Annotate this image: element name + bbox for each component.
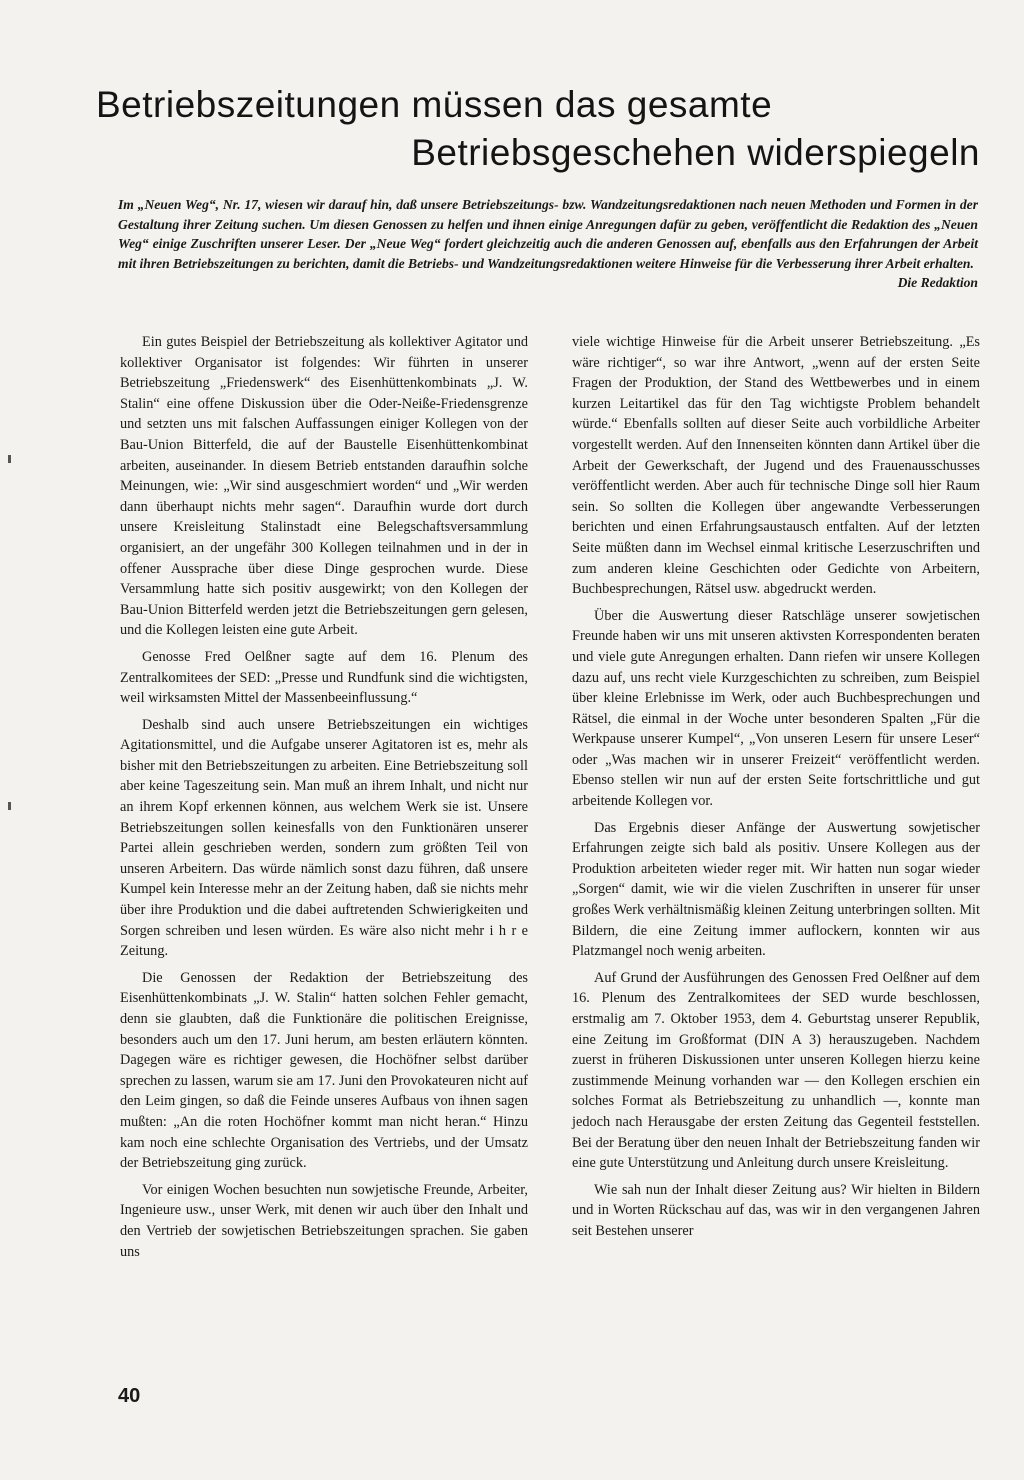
paragraph: Ein gutes Beispiel der Betriebszeitung als kollektiver Agitator und kollektiver Organisator ist folgendes: Wir führten in unserer Betriebszeitung „Friedenswerk“ des Eisenhüttenkombinats „J. W. Stalin“ eine offene Diskussion über die Oder-Neiße-Friedensgrenze und setzten uns mit falschen Auffassungen einiger Kollegen von der Bau-Union Bitterfeld, die auf der Baustelle Eisenhüttenkombinat arbeiten, auseinander. In diesem Betrieb entstanden daraufhin solche Meinungen, wie: „Wir sind ausgeschmiert worden“ und „Wir werden dann überhaupt nichts mehr sagen“. Daraufhin wurde dort durch unsere Kreisleitung Stalinstadt eine Belegschaftsversammlung organisiert, an der ungefähr 300 Kollegen teilnahmen und in der in offener Aussprache über diese Dinge gesprochen wurde. Diese Versammlung hatte sich positiv ausgewirkt; von den Kollegen der Bau-Union Bitterfeld werden jetzt die Betriebszeitungen gern gelesen, und die Kollegen leisten eine gute Arbeit. <box>120 334 528 639</box>
paragraph: Auf Grund der Ausführungen des Genossen Fred Oelßner auf dem 16. Plenum des Zentralkomitees der SED wurde beschlossen, erstmalig am 7. Oktober 1953, dem 4. Geburtstag unserer Republik, eine Zeitung im Großformat (DIN A 3) herauszugeben. Nachdem zuerst in früheren Diskussionen unter unseren Kollegen hierzu keine zustimmende Meinung vorhanden war — den Kollegen erschien ein solches Format als Betriebszeitung zu unhandlich —, konnte man jedoch nach Herausgabe der ersten Zeitung das Gegenteil feststellen. Bei der Beratung über den neuen Inhalt der Betriebszeitung fanden wir eine gute Unterstützung und Anleitung durch unsere Kreisleitung. <box>572 969 980 1172</box>
margin-mark <box>8 455 11 463</box>
margin-mark <box>8 802 11 810</box>
headline-line-2: Betriebsgeschehen widerspiegeln <box>411 132 980 173</box>
headline-line-1: Betriebszeitungen müssen das gesamte <box>96 84 773 125</box>
paragraph: Über die Auswertung dieser Ratschläge unserer sowjetischen Freunde haben wir uns mit unseren aktivsten Korrespondenten beraten und viele gute Anregungen erhalten. Dann riefen wir unsere Kollegen dazu auf, uns recht viele Kurzgeschichten zu schreiben, zum Beispiel über kleine Erlebnisse im Werk, oder auch Buchbesprechungen und Rätsel, die einmal in der Woche unter besonderen Spalten „Für die Werkpause unserer Kumpel“, „Von unseren Lesern für unsere Leser“ oder „Was machen wir in unserer Freizeit“ veröffentlicht werden. Ebenso stellen wir nun auf der ersten Seite fortschrittliche und gut arbeitende Kollegen vor. <box>572 607 980 810</box>
intro-text: Im „Neuen Weg“, Nr. 17, wiesen wir darauf hin, daß unsere Betriebszeitungs- bzw. Wandzeitungsredaktionen nach neuen Methoden und Formen in der Gestaltung ihrer Zeitung suchen. Um diesen Genossen zu helfen und ihnen einige Anregungen dafür zu geben, veröffentlicht die Redaktion des „Neuen Weg“ einige Zuschriften unserer Leser. Der „Neue Weg“ fordert gleichzeitig auch die anderen Genossen auf, ebenfalls aus den Erfahrungen der Arbeit mit ihren Betriebszeitungen zu berichten, damit die Betriebs- und Wandzeitungsredaktionen weitere Hinweise für die Verbesserung ihrer Arbeit erhalten. <box>118 197 978 271</box>
paragraph: Wie sah nun der Inhalt dieser Zeitung aus? Wir hielten in Bildern und in Worten Rückschau auf das, was wir in den vergangenen Jahren seit Bestehen unserer <box>572 1181 980 1239</box>
paragraph: Die Genossen der Redaktion der Betriebszeitung des Eisenhüttenkombinats „J. W. Stalin“ hatten solchen Fehler gemacht, denn sie glaubten, daß die Funktionäre die politischen Ereignisse, besonders auch um den 17. Juni herum, am besten erläutern könnten. Dagegen wäre es richtiger gewesen, die Hochöfner selbst darüber sprechen zu lassen, warum sie am 17. Juni den Provokateuren nicht auf den Leim gingen, so daß die Feinde unseres Aufbaus von ihnen sagen mußten: „An die roten Hochöfner kommt man nicht heran.“ Hinzu kam noch eine schlechte Organisation des Vertriebs, und der Umsatz der Betriebszeitung ging zurück. <box>120 969 528 1172</box>
paragraph: Genosse Fred Oelßner sagte auf dem 16. Plenum des Zentralkomitees der SED: „Presse und Rundfunk sind die wichtigsten, weil wirksamsten Mittel der Massenbeeinflussung.“ <box>120 648 528 707</box>
paragraph: Das Ergebnis dieser Anfänge der Auswertung sowjetischer Erfahrungen zeigte sich bald als positiv. Unsere Kollegen aus der Produktion arbeiteten wieder reger mit. Wir hatten nun sogar wieder „Sorgen“ damit, wie wir die vielen Zuschriften in unserer für unser großes Werk verhältnismäßig kleinen Zeitung unterbringen sollten. Mit Bildern, die eine Zeitung immer auflockern, konnten wir aus Platzmangel noch wenig arbeiten. <box>572 819 980 960</box>
article-column-right <box>572 332 980 1248</box>
editorial-intro <box>118 195 978 293</box>
article-column-left <box>120 332 528 1268</box>
intro-signoff: Die Redaktion <box>897 275 978 291</box>
paragraph-continuation: viele wichtige Hinweise für die Arbeit unserer Betriebszeitung. „Es wäre richtiger“, so war ihre Antwort, „wenn auf der ersten Seite Fragen der Produktion, der Stand des Wettbewerbes und in einem kurzen Leitartikel das für den Tag wichtigste Problem behandelt würde.“ Ebenfalls sollten auf dieser Seite auch vorbildliche Arbeiter vorgestellt werden. Auf den Innenseiten könnten dann Artikel über die Arbeit der Gewerkschaft, der Jugend und des Frauenausschusses veröffentlicht werden. Aber auch für technische Dinge soll hier Raum sein. So sollten die Kollegen über angewandte Verbesserungen berichten und einen Erfahrungsaustausch entfalten. Auf der letzten Seite müßten dann im Wechsel einmal kritische Leserzuschriften und zum anderen kleine Geschichten oder Gedichte von Arbeitern, Buchbesprechungen, Rätsel usw. abgedruckt werden. <box>572 334 980 598</box>
paragraph: Vor einigen Wochen besuchten nun sowjetische Freunde, Arbeiter, Ingenieure usw., unser Werk, mit denen wir auch über den Inhalt und den Vertrieb der sowjetischen Betriebszeitungen sprachen. Sie gaben uns <box>120 1181 528 1260</box>
page-number: 40 <box>118 1385 141 1407</box>
paragraph: Deshalb sind auch unsere Betriebszeitungen ein wichtiges Agitationsmittel, und die Aufgabe unserer Agitatoren ist es, mehr als bisher mit den Betriebszeitungen zu arbeiten. Eine Betriebszeitung soll aber keine Tageszeitung sein. Man muß an ihrem Inhalt, und nicht nur an ihrem Kopf erkennen können, aus welchem Werk sie ist. Unsere Betriebszeitungen sollen keinesfalls von den Funktionären unserer Partei allein geschrieben werden, sondern zum größten Teil von unseren Arbeitern. Das würde nämlich sonst dazu führen, daß unsere Kumpel kein Interesse mehr an der Zeitung haben, daß sie nichts mehr über ihre Produktion und die dabei auftretenden Schwierigkeiten und Sorgen schreiben und lesen würden. Es wäre also nicht mehr i h r e Zeitung. <box>120 716 528 960</box>
